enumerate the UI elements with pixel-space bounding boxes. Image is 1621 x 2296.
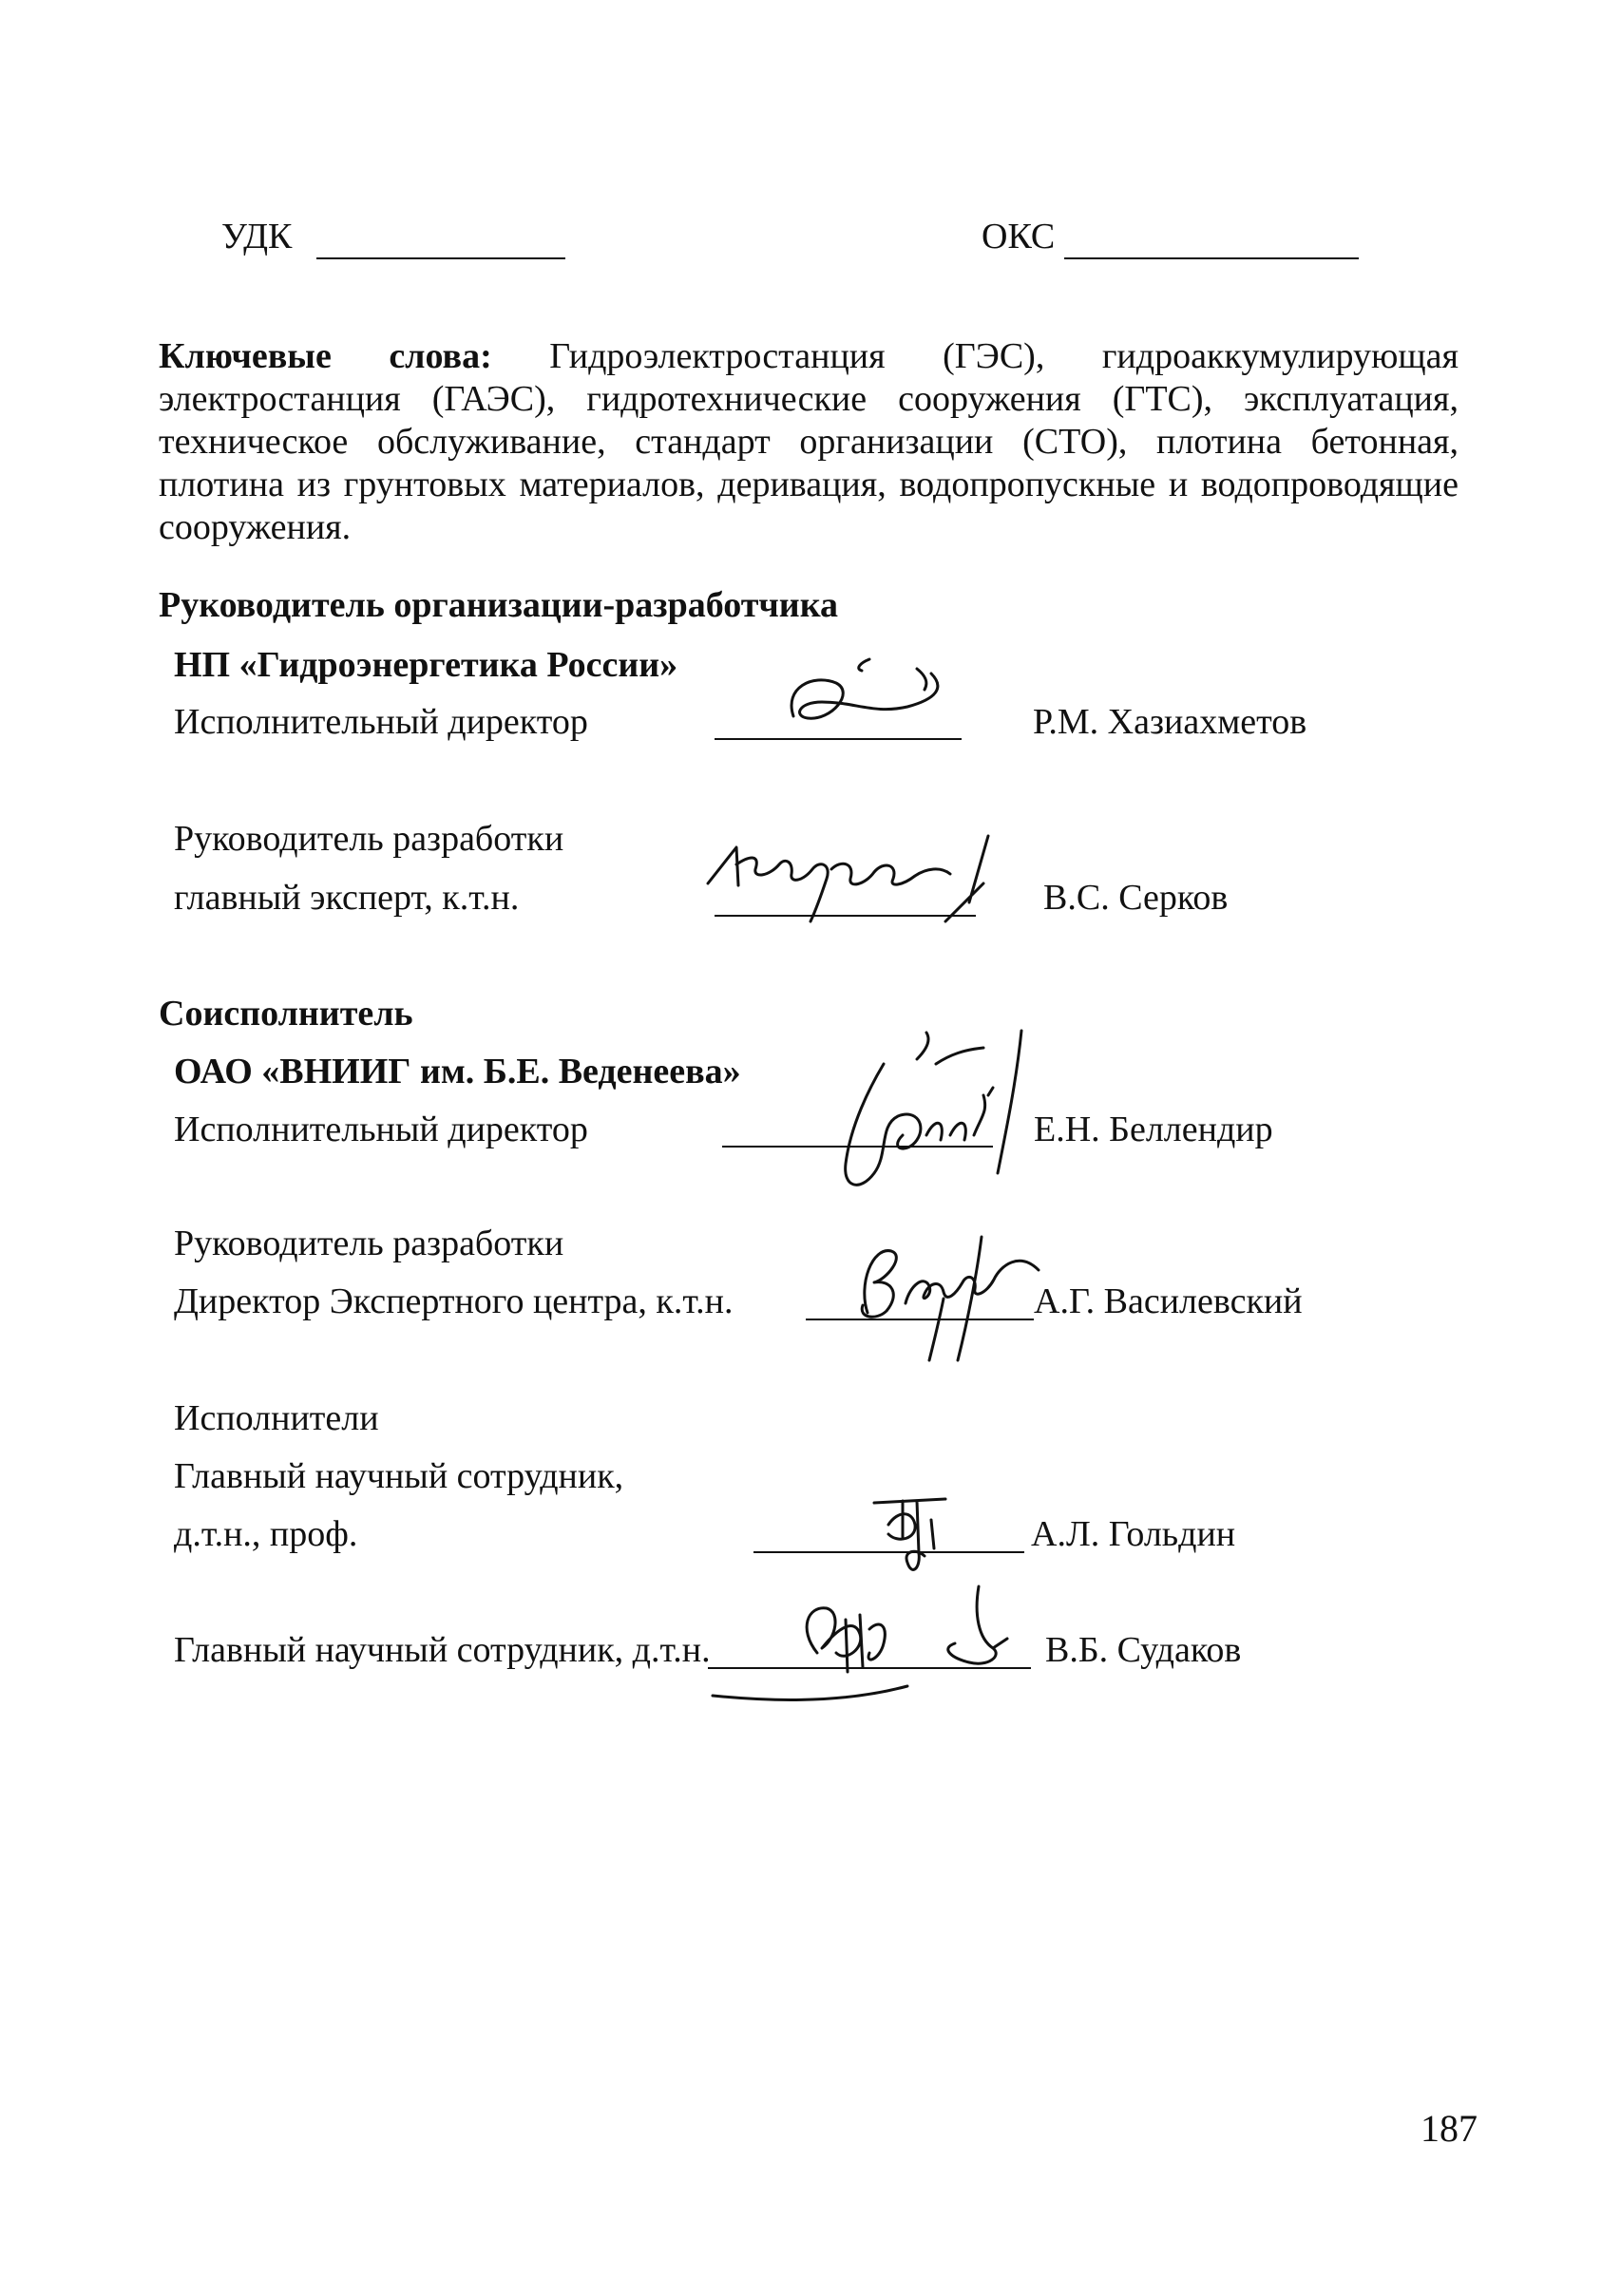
keywords-label: Ключевые слова:: [159, 336, 492, 376]
udk-blank: [316, 257, 565, 259]
co-executor-lead-title-1: Руководитель разработки: [174, 1224, 564, 1263]
oks-blank: [1064, 257, 1359, 259]
developer-director-title: Исполнительный директор: [174, 702, 588, 742]
executor-2-name: В.Б. Судаков: [1045, 1630, 1242, 1670]
co-executor-lead-title-2: Директор Экспертного центра, к.т.н.: [174, 1281, 734, 1321]
executor-2-title: Главный научный сотрудник, д.т.н.: [174, 1630, 711, 1670]
signature-goldin: [860, 1482, 964, 1586]
developer-organization: НП «Гидроэнергетика России»: [174, 645, 678, 685]
signature-sudakov: [703, 1572, 1045, 1705]
developer-lead-name: В.С. Серков: [1043, 878, 1229, 918]
signature-vasilevsky: [834, 1227, 1053, 1370]
developer-lead-title-2: главный эксперт, к.т.н.: [174, 878, 520, 918]
developer-heading: Руководитель организации-разработчика: [159, 585, 839, 625]
signature-bellendir: [793, 1021, 1050, 1211]
signature-serkov: [698, 826, 1012, 940]
oks-label: ОКС: [982, 217, 1056, 256]
udk-label: УДК: [221, 217, 293, 256]
co-executor-heading: Соисполнитель: [159, 994, 413, 1034]
co-executor-lead-name: А.Г. Василевский: [1034, 1281, 1303, 1321]
executor-1-title-1: Главный научный сотрудник,: [174, 1456, 624, 1496]
executor-1-title-2: д.т.н., проф.: [174, 1514, 358, 1554]
keywords-text: Гидроэлектростанция (ГЭС), гидроаккумулирующая электростанция (ГАЭС), гидротехнические сооружения (ГТС), эксплуатация, техническое обслуживание, стандарт организации (СТО), плотина бетонная, плотина из грунтовых материалов, деривация, водопропускные и водопроводящие сооружения.: [159, 336, 1459, 547]
executor-1-name: А.Л. Гольдин: [1031, 1514, 1236, 1554]
co-executor-director-title: Исполнительный директор: [174, 1110, 588, 1149]
co-executor-director-name: Е.Н. Беллендир: [1034, 1110, 1273, 1149]
page-number: 187: [1421, 2107, 1478, 2150]
executors-heading: Исполнители: [174, 1398, 379, 1438]
keywords-paragraph: [159, 335, 1459, 549]
developer-lead-title-1: Руководитель разработки: [174, 819, 564, 859]
developer-director-name: Р.М. Хазиахметов: [1033, 702, 1307, 742]
co-executor-organization: ОАО «ВНИИГ им. Б.Е. Веденеева»: [174, 1052, 741, 1091]
signature-khaziakhmetov: [774, 650, 964, 745]
